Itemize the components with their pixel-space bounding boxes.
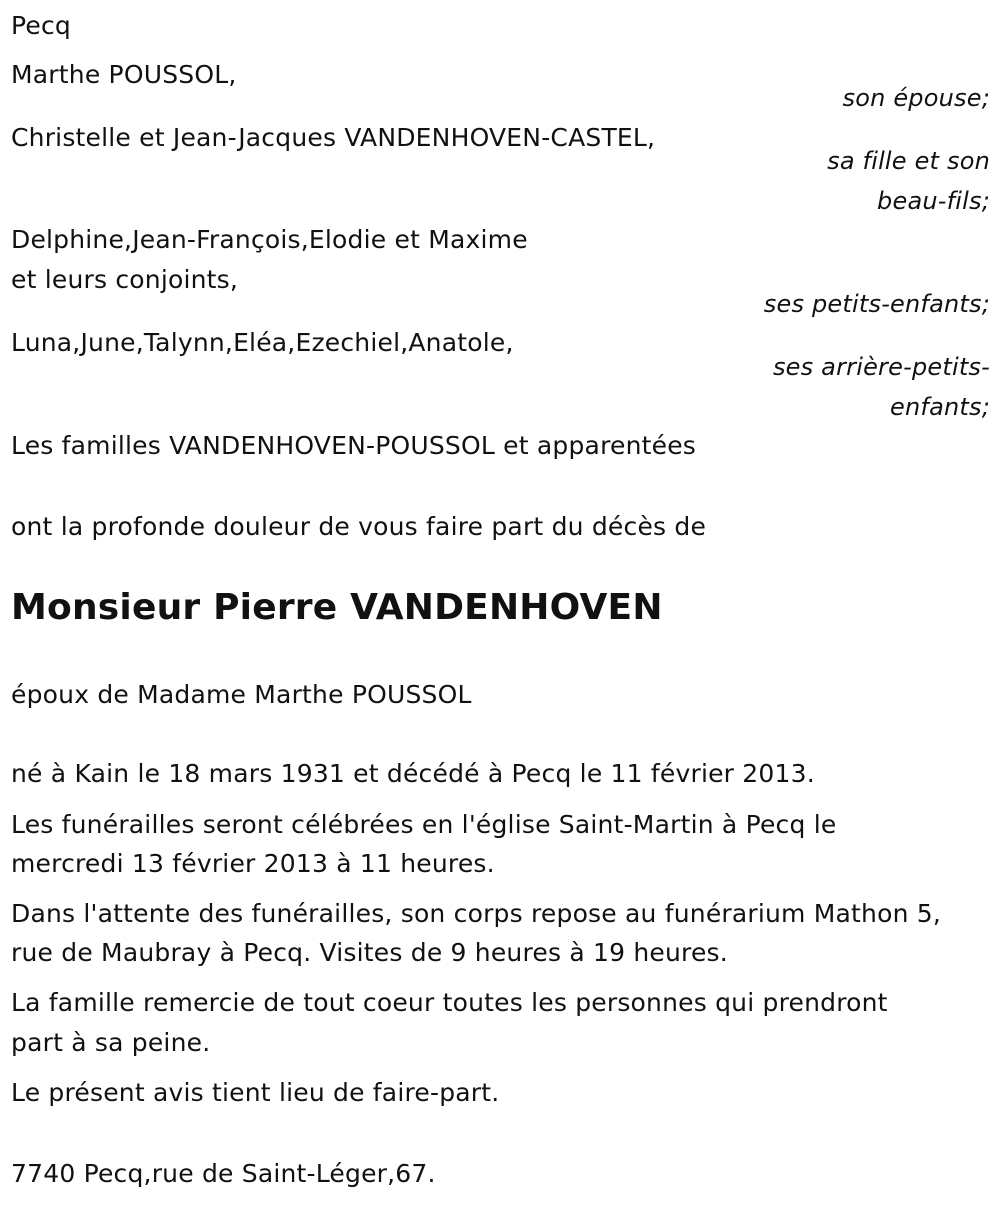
spouse-name: Marthe POUSSOL, <box>11 60 237 89</box>
grandchildren-role: ses petits-enfants; <box>763 290 990 318</box>
greatgrandchildren-role-line1: ses arrière-petits- <box>772 353 990 381</box>
rest-line2: rue de Maubray à Pecq. Visites de 9 heures à 19 heures. <box>11 938 728 967</box>
announcement-line: ont la profonde douleur de vous faire part du décès de <box>11 512 707 541</box>
children-name: Christelle et Jean-Jacques VANDENHOVEN-CASTEL, <box>11 123 656 152</box>
address-line: 7740 Pecq,rue de Saint-Léger,67. <box>11 1159 436 1188</box>
greatgrandchildren-role-line2: enfants; <box>890 393 990 421</box>
notice-line: Le présent avis tient lieu de faire-part. <box>11 1078 500 1107</box>
thanks-line2: part à sa peine. <box>11 1028 211 1057</box>
children-role-line1: sa fille et son <box>827 147 990 175</box>
families-line: Les familles VANDENHOVEN-POUSSOL et apparentées <box>11 431 697 460</box>
funeral-line1: Les funérailles seront célébrées en l'église Saint-Martin à Pecq le <box>11 810 837 839</box>
location-heading: Pecq <box>11 11 71 40</box>
rest-line1: Dans l'attente des funérailles, son corps repose au funérarium Mathon 5, <box>11 899 942 928</box>
grandchildren-line2: et leurs conjoints, <box>11 265 239 294</box>
funeral-line2: mercredi 13 février 2013 à 11 heures. <box>11 849 495 878</box>
deceased-name: Monsieur Pierre VANDENHOVEN <box>11 587 663 628</box>
greatgrandchildren-names: Luna,June,Talynn,Eléa,Ezechiel,Anatole, <box>11 328 514 357</box>
grandchildren-line1: Delphine,Jean-François,Elodie et Maxime <box>11 225 528 254</box>
thanks-line1: La famille remercie de tout coeur toutes les personnes qui prendront <box>11 988 888 1017</box>
spouse-of-line: époux de Madame Marthe POUSSOL <box>11 680 472 709</box>
spouse-role: son épouse; <box>842 84 990 112</box>
children-role-line2: beau-fils; <box>877 187 990 215</box>
birth-death-line: né à Kain le 18 mars 1931 et décédé à Pecq le 11 février 2013. <box>11 759 815 788</box>
